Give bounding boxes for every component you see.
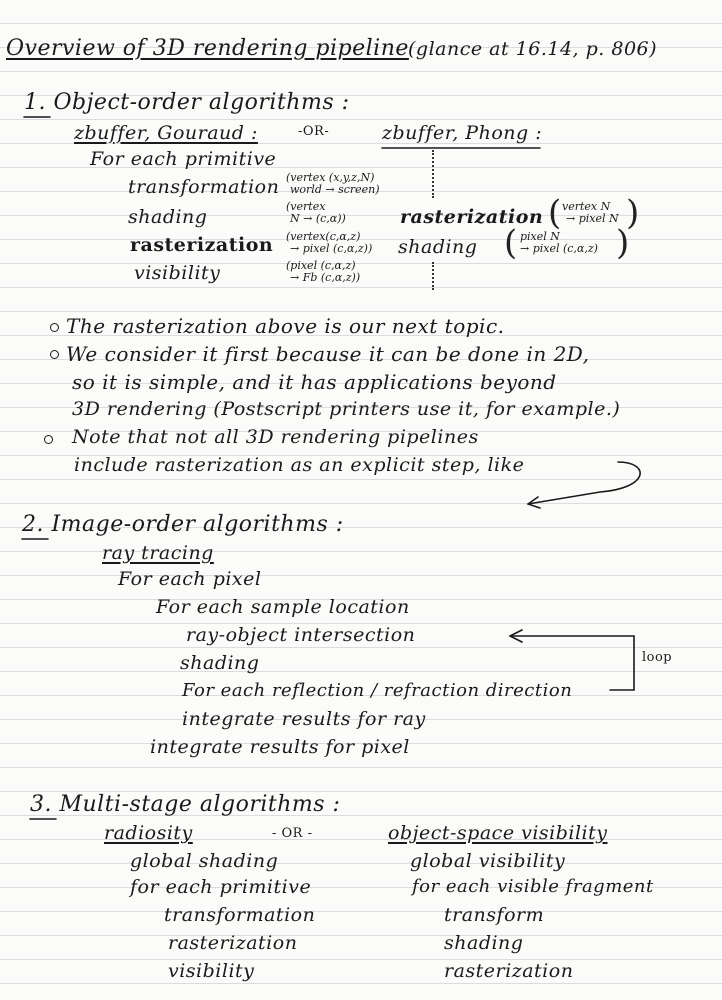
zbuffer-phong-label: zbuffer, Phong : — [382, 122, 543, 144]
section1-heading: 1. Object-order algorithms : — [24, 90, 350, 115]
note-visibility-1: (pixel (c,α,z) — [286, 259, 356, 272]
step-transformation: transformation — [128, 176, 280, 198]
phong-note-rasterization-1: vertex N — [562, 200, 611, 213]
osv-for-each-fragment: for each visible fragment — [412, 876, 654, 897]
rad-rasterization: rasterization — [168, 932, 298, 954]
loop-label: loop — [642, 650, 673, 665]
rt-for-each-pixel: For each pixel — [118, 568, 262, 590]
section3-heading: 3. Multi-stage algorithms : — [30, 792, 341, 817]
rt-for-each-reflection: For each reflection / refraction direction — [182, 680, 573, 701]
page-title: Overview of 3D rendering pipeline — [6, 36, 409, 61]
rad-global-shading: global shading — [130, 850, 279, 872]
note-shading-2: N → (c,α)) — [290, 212, 346, 225]
loop-bracket — [510, 636, 634, 690]
paren-open-2: ( — [504, 223, 518, 263]
bullet-line-1: The rasterization above is our next topic. — [66, 314, 505, 338]
paren-open-1: ( — [548, 193, 562, 233]
phong-note-shading-2: → pixel (c,α,z) — [520, 242, 598, 255]
for-each-primitive: For each primitive — [90, 148, 277, 170]
object-space-visibility-label: object-space visibility — [388, 822, 608, 844]
rad-for-each-primitive: for each primitive — [130, 876, 312, 898]
rt-shading: shading — [180, 652, 260, 674]
note-visibility-2: → Fb (c,α,z)) — [290, 271, 361, 284]
glance-reference: (glance at 16.14, p. 806) — [408, 38, 658, 60]
step-rasterization: rasterization — [130, 234, 274, 256]
osv-transform: transform — [444, 904, 545, 926]
radiosity-label: radiosity — [104, 822, 193, 844]
curved-arrow-like — [528, 462, 640, 504]
rad-transformation: transformation — [164, 904, 316, 926]
bullet-line-5: Note that not all 3D rendering pipelines — [72, 426, 479, 448]
section2-heading: 2. Image-order algorithms : — [22, 512, 344, 537]
ray-tracing-label: ray tracing — [102, 542, 214, 564]
note-rasterization-2: → pixel (c,α,z)) — [290, 242, 373, 255]
osv-shading: shading — [444, 932, 524, 954]
or-label: -OR- — [298, 124, 330, 139]
step-shading: shading — [128, 206, 208, 228]
phong-rasterization: rasterization — [400, 206, 544, 228]
paren-close-1: ) — [626, 193, 640, 233]
rad-visibility: visibility — [168, 960, 255, 982]
rt-integrate-ray: integrate results for ray — [182, 708, 426, 730]
rt-for-each-sample: For each sample location — [156, 596, 410, 618]
bullet-line-6: include rasterization as an explicit step, like — [74, 454, 525, 476]
note-shading-1: (vertex — [286, 200, 326, 213]
note-rasterization-1: (vertex(c,α,z) — [286, 230, 361, 243]
step-visibility: visibility — [134, 262, 221, 284]
rt-integrate-pixel: integrate results for pixel — [150, 736, 410, 758]
bullet-line-4: 3D rendering (Postscript printers use it, for example.) — [72, 398, 621, 420]
note-transformation-2: world → screen) — [290, 183, 380, 196]
paren-close-2: ) — [616, 223, 630, 263]
osv-rasterization: rasterization — [444, 960, 574, 982]
phong-note-rasterization-2: → pixel N — [566, 212, 619, 225]
bullet-line-3: so it is simple, and it has applications beyond — [72, 370, 557, 394]
or-label-2: - OR - — [272, 826, 313, 841]
phong-note-shading-1: pixel N — [520, 230, 560, 243]
rt-ray-object-intersection: ray-object intersection — [186, 624, 416, 646]
osv-global-visibility: global visibility — [410, 850, 566, 872]
zbuffer-gouraud-label: zbuffer, Gouraud : — [74, 122, 258, 144]
bullet-line-2: We consider it first because it can be done in 2D, — [66, 342, 590, 366]
phong-shading: shading — [398, 236, 478, 258]
note-transformation-1: (vertex (x,y,z,N) — [286, 171, 375, 184]
